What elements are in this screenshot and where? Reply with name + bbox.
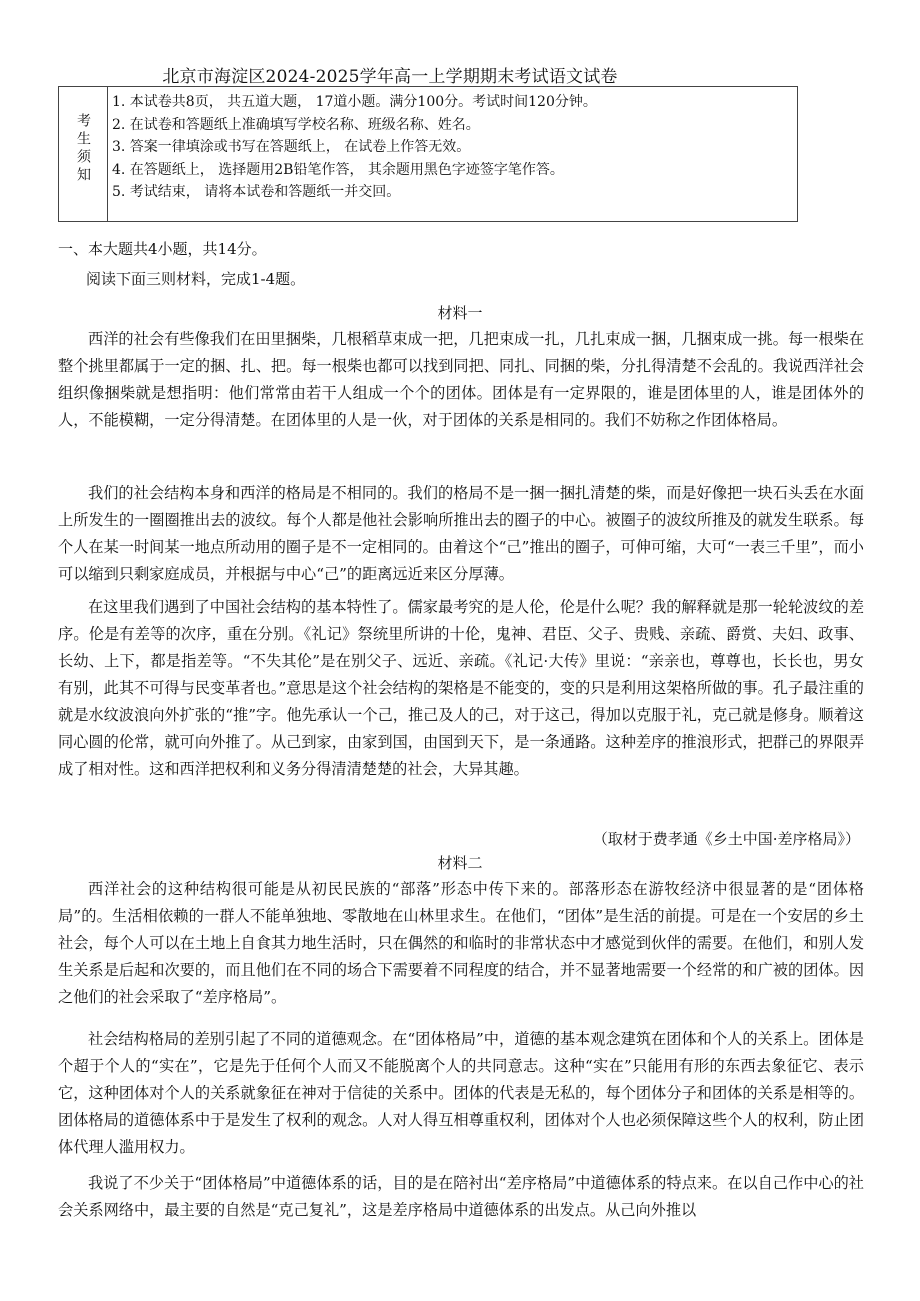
exam-notice-box (58, 86, 798, 222)
exam-title: 北京市海淀区2024-2025学年高一上学期期末考试语文试卷 (162, 67, 618, 87)
notice-item: 2. 在试卷和答题纸上准确填写学校名称、班级名称、姓名。 (112, 116, 480, 133)
section-instruction: 阅读下面三则材料，完成1-4题。 (86, 270, 306, 288)
material1-paragraph: 我们的社会结构本身和西洋的格局是不相同的。我们的格局不是一捆一捆扎清楚的柴，而是好像把一块石头丢在水面上所发生的一圈圈推出去的波纹。每个人都是他社会影响所推出去的圈子的中心。被圈子的波纹所推及的就发生联系。每个人在某一时间某一地点所动用的圈子是不一定相同的。由着这个“己”推出的圈子，可伸可缩，大可“一表三千里”，而小可以缩到只剩家庭成员，并根据与中心“己”的距离远近来区分厚薄。 (58, 484, 864, 583)
material2-paragraph: 社会结构格局的差别引起了不同的道德观念。在“团体格局”中，道德的基本观念建筑在团体和个人的关系上。团体是个超于个人的“实在”，它是先于任何个人而又不能脱离个人的共同意志。这种“实在”只能用有形的东西去象征它、表示它，这种团体对个人的关系就象征在神对于信徒的关系中。团体的代表是无私的，每个团体分子和团体的关系是相等的。团体格局的道德体系中于是发生了权利的观念。人对人得互相尊重权利，团体对个人也必须保障这些个人的权利，防止团体代理人滥用权力。 (58, 1030, 864, 1156)
material1-paragraph: 在这里我们遇到了中国社会结构的基本特性了。儒家最考究的是人伦，伦是什么呢？我的解释就是那一轮轮波纹的差序。伦是有差等的次序，重在分别。《礼记》祭统里所讲的十伦，鬼神、君臣、父子、贵贱、亲疏、爵赏、夫妇、政事、长幼、上下，都是指差等。“不失其伦”是在别父子、远近、亲疏。《礼记·大传》里说：“亲亲也，尊尊也，长长也，男女有别，此其不可得与民变革者也。”意思是这个社会结构的架格是不能变的，变的只是利用这架格所做的事。孔子最注重的就是水纹波浪向外扩张的“推”字。他先承认一个己，推己及人的己，对于这己，得加以克服于礼，克己就是修身。顺着这同心圆的伦常，就可向外推了。从己到家，由家到国，由国到天下，是一条通路。这种差序的推浪形式，把群己的界限弄成了相对性。这和西洋把权利和义务分得清清楚楚的社会，大异其趣。 (58, 598, 864, 778)
notice-list (108, 87, 597, 221)
notice-label-cell (59, 87, 108, 221)
material2-paragraph: 西洋社会的这种结构很可能是从初民民族的“部落”形态中传下来的。部落形态在游牧经济中很显著的是“团体格局”的。生活相依赖的一群人不能单独地、零散地在山林里求生。在他们，“团体”是生活的前提。可是在一个安居的乡土社会，每个人可以在土地上自食其力地生活时，只在偶然的和临时的非常状态中才感觉到伙伴的需要。在他们，和别人发生关系是后起和次要的，而且他们在不同的场合下需要着不同程度的结合，并不显著地需要一个经常的和广被的团体。因之他们的社会采取了“差序格局”。 (58, 880, 864, 1006)
notice-item: 4. 在答题纸上， 选择题用2B铅笔作答， 其余题用黑色字迹签字笔作答。 (112, 161, 564, 178)
material1-title: 材料一 (437, 304, 483, 322)
material1-source: （取材于费孝通《乡土中国·差序格局》） (592, 830, 860, 848)
material2-title: 材料二 (437, 854, 483, 872)
notice-item: 1. 本试卷共8页， 共五道大题， 17道小题。满分100分。考试时间120分钟。 (112, 94, 597, 110)
material1-paragraph: 西洋的社会有些像我们在田里捆柴，几根稻草束成一把，几把束成一扎，几扎束成一捆，几捆束成一挑。每一根柴在整个挑里都属于一定的捆、扎、把。每一根柴也都可以找到同把、同扎、同捆的柴，分扎得清楚不会乱的。我说西洋社会组织像捆柴就是想指明：他们常常由若干人组成一个个的团体。团体是有一定界限的，谁是团体里的人，谁是团体外的人，不能模糊，一定分得清楚。在团体里的人是一伙，对于团体的关系是相同的。我们不妨称之作团体格局。 (58, 330, 864, 429)
material2-paragraph: 我说了不少关于“团体格局”中道德体系的话，目的是在陪衬出“差序格局”中道德体系的特点来。在以自己作中心的社会关系网络中，最主要的自然是“克己复礼”，这是差序格局中道德体系的出发点。从己向外推以 (58, 1174, 864, 1219)
notice-item: 5. 考试结束， 请将本试卷和答题纸一并交回。 (112, 184, 401, 200)
notice-item: 3. 答案一律填涂或书写在答题纸上， 在试卷上作答无效。 (112, 139, 471, 155)
notice-label: 考生须知 (75, 113, 91, 185)
section-heading: 一、本大题共4小题，共14分。 (58, 240, 267, 258)
